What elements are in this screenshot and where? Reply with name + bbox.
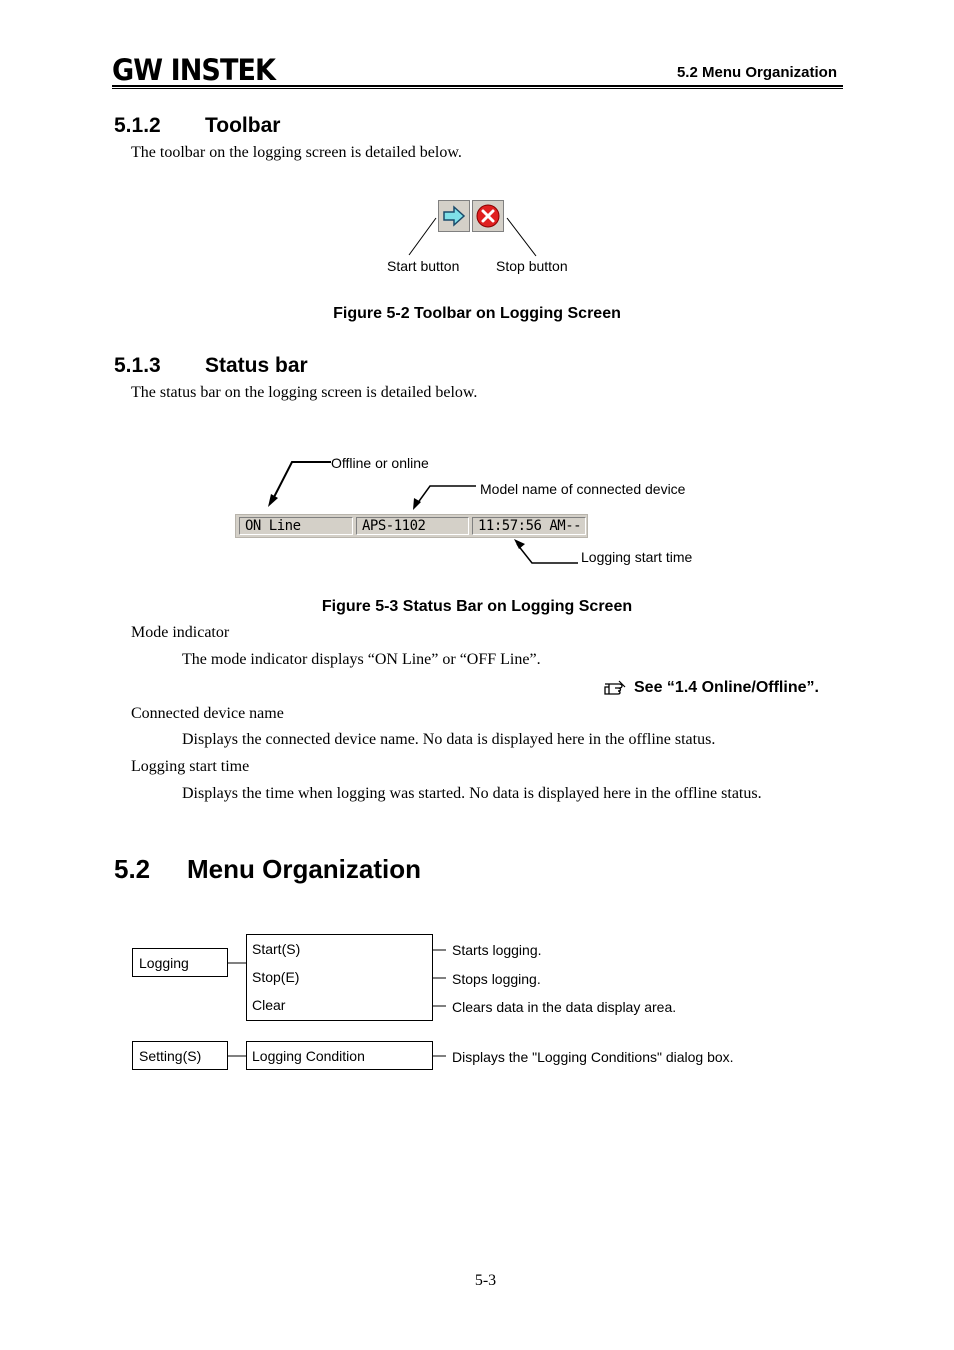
menu-logging[interactable] [132,948,228,977]
brand-logo-text: GW INSTEK [112,54,277,84]
brand-logo [112,54,277,84]
menu-setting-items [246,1041,433,1070]
figure-caption-toolbar: Figure 5-2 Toolbar on Logging Screen [333,305,621,322]
menu-setting[interactable] [132,1041,228,1070]
menu-item-clear[interactable]: Clear [252,997,286,1013]
figure-caption-status: Figure 5-3 Status Bar on Logging Screen [321,598,633,615]
section-number-menu: 5.2 [114,854,151,884]
section-number-status: 5.1.3 [114,354,161,377]
status-pane-device: APS-1102 [356,517,469,535]
menu-logging-label: Logging [139,955,189,971]
status-pane-time: 11:57:56 AM-- [472,517,586,535]
section-title-menu: Menu Organization [187,854,421,884]
menu-desc-start: Starts logging. [452,942,542,958]
header-rule [112,85,843,87]
start-button-label: Start button [387,258,460,274]
toolbar-callout-lines [400,215,550,260]
menu-desc-logging-condition: Displays the "Logging Conditions" dialog box. [452,1049,734,1065]
running-header: 5.2 Menu Organization [676,64,837,81]
term-logging-start-time: Logging start time [131,758,250,775]
desc-connected-device: Displays the connected device name. No data is displayed here in the offline status. [182,731,716,748]
term-connected-device: Connected device name [131,705,284,722]
pointing-hand-icon [603,678,628,698]
menu-item-stop[interactable]: Stop(E) [252,969,300,985]
header-rule-thin [112,88,843,89]
menu-item-start[interactable]: Start(S) [252,941,301,957]
section-number-toolbar: 5.1.2 [114,114,161,137]
section-title-status: Status bar [205,354,308,377]
desc-logging-start-time: Displays the time when logging was started. No data is displayed here in the offline status. [182,785,762,802]
menu-logging-items [246,934,433,1021]
toolbar-intro: The toolbar on the logging screen is detailed below. [131,144,462,161]
status-callout-lines [260,450,610,570]
section-title-toolbar: Toolbar [205,114,281,137]
desc-mode-indicator: The mode indicator displays “ON Line” or “OFF Line”. [182,651,541,668]
menu-item-logging-condition[interactable]: Logging Condition [252,1048,365,1064]
menu-desc-stop: Stops logging. [452,971,541,987]
status-bar [235,514,588,538]
status-pane-mode: ON Line [239,517,353,535]
term-mode-indicator: Mode indicator [131,624,230,641]
menu-setting-label: Setting(S) [139,1048,202,1064]
callout-offline-online: Offline or online [331,455,429,471]
callout-model-name: Model name of connected device [480,481,686,497]
see-reference-link[interactable]: See “1.4 Online/Offline”. [634,679,819,696]
page-number: 5-3 [474,1272,497,1289]
menu-desc-clear: Clears data in the data display area. [452,999,677,1015]
stop-button-label: Stop button [496,258,568,274]
status-intro: The status bar on the logging screen is detailed below. [131,384,478,401]
callout-logging-start-time: Logging start time [581,549,693,565]
